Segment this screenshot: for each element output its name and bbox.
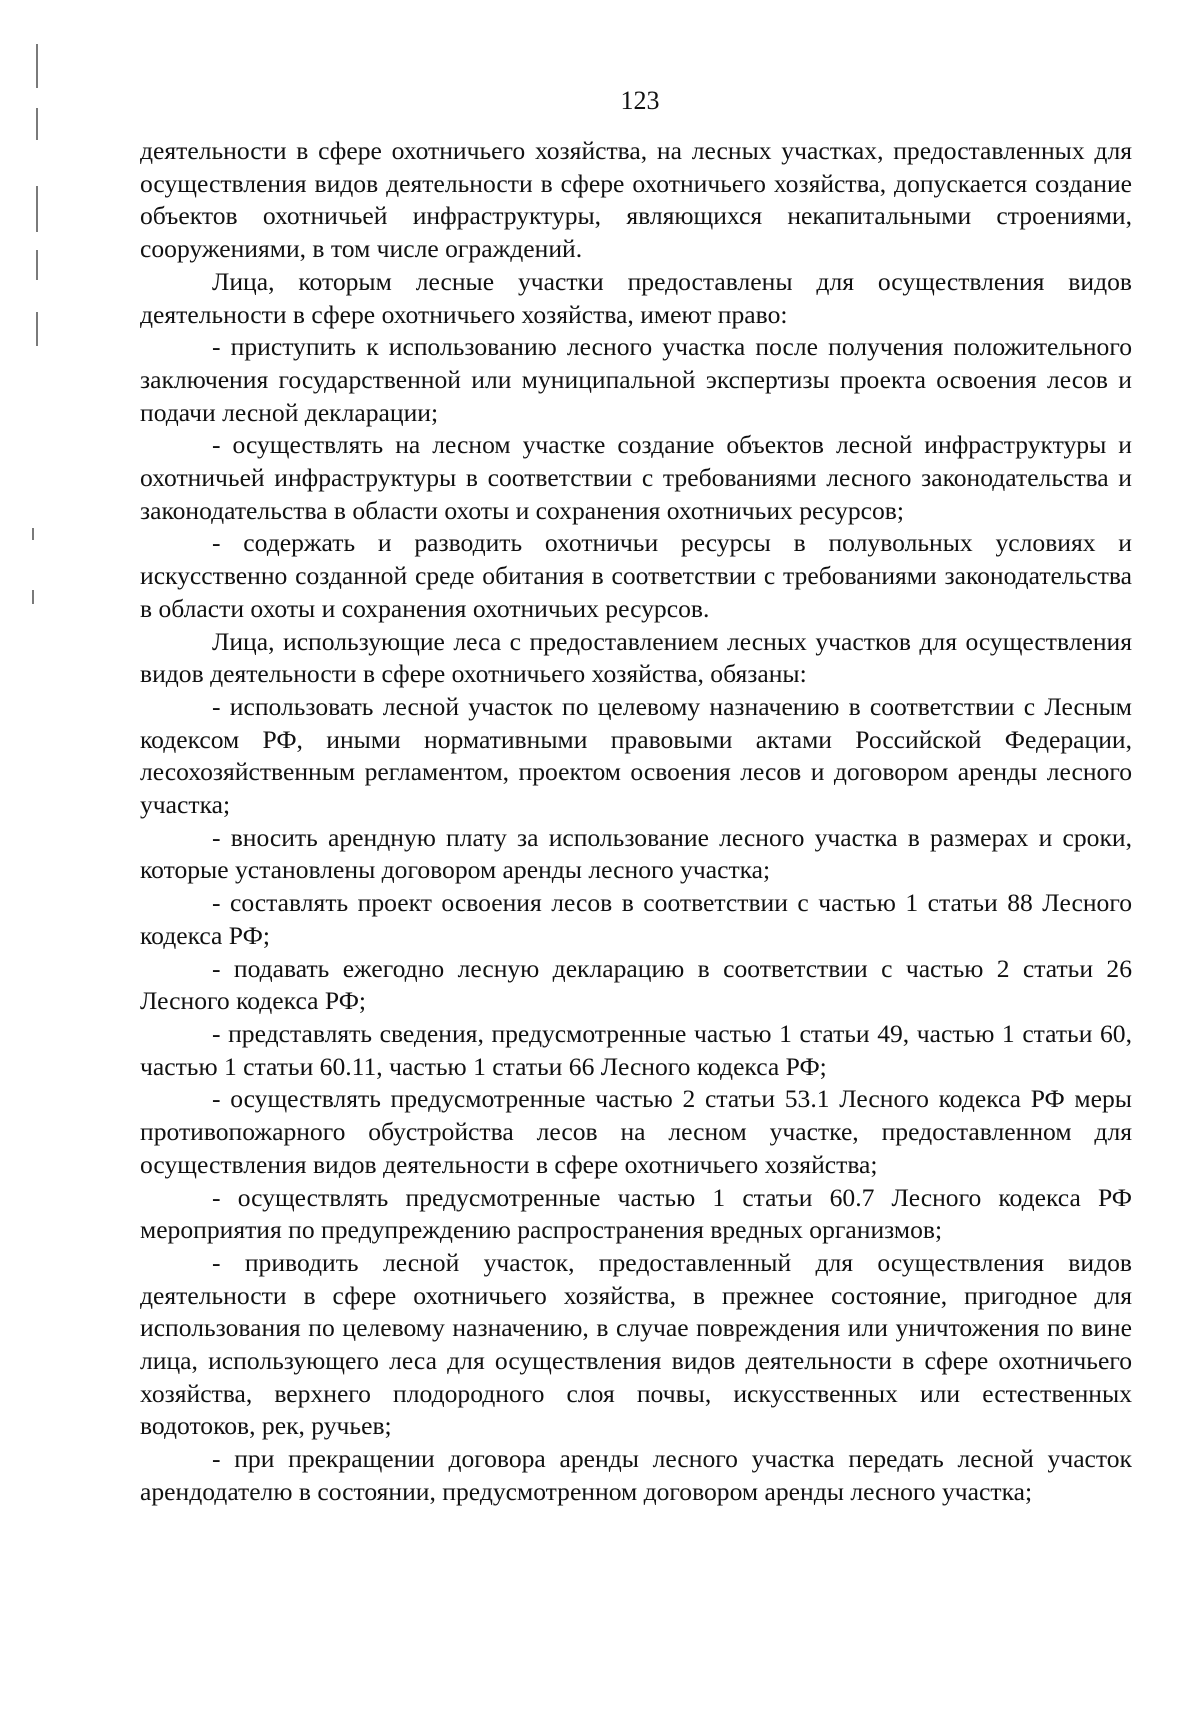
- paragraph: деятельности в сфере охотничьего хозяйства, на лесных участках, предоставленных для осуществления видов деятельности в сфере охотничьего хозяйства, допускается создание объектов охотничьей инфраструктуры, являющихся некапитальными строениями, сооружениями, в том числе ограждений.: [140, 136, 1132, 264]
- list-item: - при прекращении договора аренды лесного участка передать лесной участок арендодателю в состоянии, предусмотренном договором аренды лесного участка;: [140, 1444, 1132, 1506]
- scan-edge-mark: [36, 44, 38, 88]
- paragraph: Лица, которым лесные участки предоставлены для осуществления видов деятельности в сфере охотничьего хозяйства, имеют право:: [140, 266, 1132, 329]
- list-item: - приводить лесной участок, предоставленный для осуществления видов деятельности в сфере охотничьего хозяйства, в прежнее состояние, пригодное для использования по целевому назначению, в случае повреждения или уничтожения по вине лица, использующего леса для осуществления видов деятельности в сфере охотничьего хозяйства, верхнего плодородного слоя почвы, искусственных или естественных водотоков, рек, ручьев;: [140, 1247, 1132, 1441]
- page-number: 123: [620, 86, 660, 115]
- list-item: - содержать и разводить охотничьи ресурсы в полувольных условиях и искусственно созданной среде обитания в соответствии с требованиями законодательства в области охоты и сохранения охотничьих ресурсов.: [140, 528, 1132, 623]
- document-body: [140, 135, 1132, 1509]
- list-item: - осуществлять предусмотренные частью 1 статьи 60.7 Лесного кодекса РФ мероприятия по предупреждению распространения вредных организмов;: [140, 1182, 1132, 1245]
- list-item: - представлять сведения, предусмотренные частью 1 статьи 49, частью 1 статьи 60, частью 1 статьи 60.11, частью 1 статьи 66 Лесного кодекса РФ;: [140, 1018, 1132, 1081]
- list-item: - составлять проект освоения лесов в соответствии с частью 1 статьи 88 Лесного кодекса РФ;: [140, 888, 1132, 950]
- scan-edge-mark: [36, 312, 38, 346]
- list-item: - использовать лесной участок по целевому назначению в соответствии с Лесным кодексом РФ, иными нормативными правовыми актами Российской Федерации, лесохозяйственным регламентом, проектом освоения лесов и договором аренды лесного участка;: [140, 691, 1132, 820]
- list-item: - осуществлять на лесном участке создание объектов лесной инфраструктуры и охотничьей инфраструктуры в соответствии с требованиями лесного законодательства и законодательства в области охоты и сохранения охотничьих ресурсов;: [140, 430, 1132, 525]
- scan-edge-mark: [36, 250, 38, 280]
- list-item: - вносить арендную плату за использование лесного участка в размерах и сроки, которые установлены договором аренды лесного участка;: [140, 822, 1132, 885]
- scan-edge-mark: [32, 528, 34, 540]
- list-item: - приступить к использованию лесного участка после получения положительного заключения государственной или муниципальной экспертизы проекта освоения лесов и подачи лесной декларации;: [140, 332, 1132, 427]
- paragraph: Лица, использующие леса с предоставлением лесных участков для осуществления видов деятельности в сфере охотничьего хозяйства, обязаны:: [140, 626, 1132, 689]
- scan-edge-mark: [36, 186, 38, 232]
- list-item: - подавать ежегодно лесную декларацию в соответствии с частью 2 статьи 26 Лесного кодекса РФ;: [140, 953, 1132, 1016]
- list-item: - осуществлять предусмотренные частью 2 статьи 53.1 Лесного кодекса РФ меры противопожарного обустройства лесов на лесном участке, предоставленном для осуществления видов деятельности в сфере охотничьего хозяйства;: [140, 1084, 1132, 1179]
- scan-edge-mark: [32, 590, 34, 604]
